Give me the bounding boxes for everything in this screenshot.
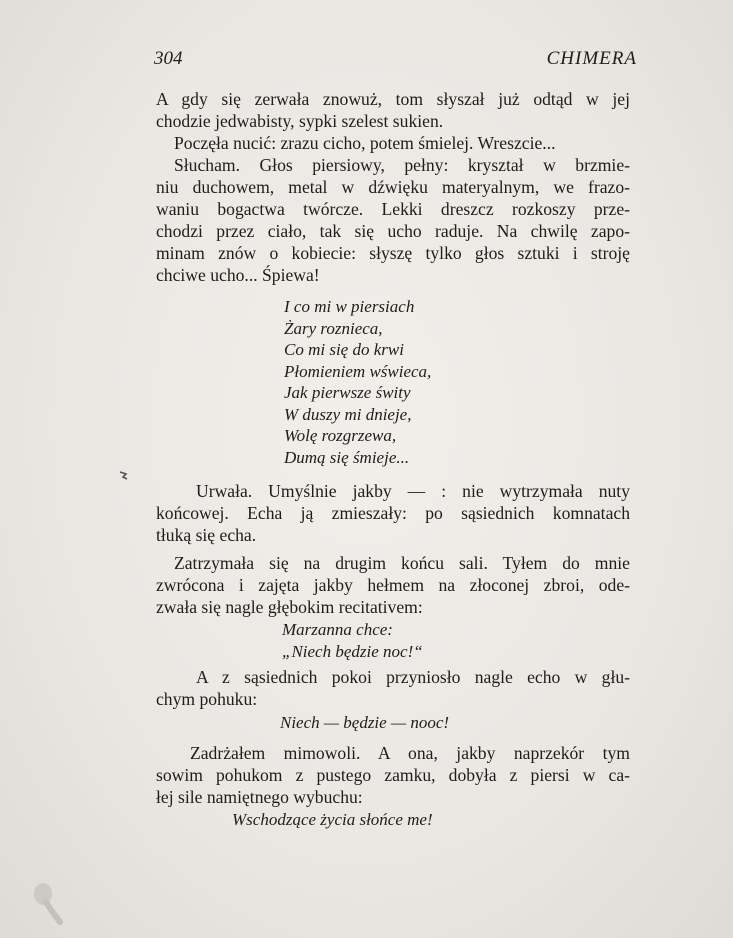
quote-wschodzace: Wschodzące życia słońce me! [232,810,433,829]
text-line: chciwe ucho... Śpiewa! [156,265,320,285]
text-line: Urwała. Umyślnie jakby — : nie wytrzymała nuty [196,481,630,501]
quote-line: Marzanna chce: [282,620,393,639]
text-line: A gdy się zerwała znowuż, tom słyszał już odtąd w jej [156,89,630,109]
text-line: Poczęła nucić: zrazu cicho, potem śmielej. Wreszcie... [174,133,556,153]
text-line: chym pohuku: [156,689,258,709]
quote-niech-bedzie-nooc: Niech — będzie — nooc! [280,713,450,732]
page-number: 304 [154,48,183,69]
text-block-d [156,742,630,808]
text-block-a [156,88,630,286]
text-block-c [156,666,630,710]
quote-marzanna [282,619,423,663]
text-line: tłuką się echa. [156,525,257,545]
paragraph-3 [156,154,630,286]
text-line: A z sąsiednich pokoi przyniosło nagle echo w głu- [196,667,630,687]
text-line: Słucham. Głos piersiowy, pełny: kryształ w brzmie- [174,155,630,175]
text-block-b [156,480,630,618]
text-line: Zadrżałem mimowoli. A ona, jakby naprzekór tym [190,743,630,763]
text-line: końcowej. Echa ją zmieszały: po sąsiednich komnatach [156,503,630,523]
text-line: zwała się nagle głębokim recitativem: [156,597,423,617]
text-line: sowim pohukom z pustego zamku, dobyła z piersi w ca- [156,765,630,785]
ink-mark [118,469,130,481]
verse-line: Wolę rozgrzewa, [284,426,397,445]
text-line: zwrócona i zajęta jakby hełmem na złoconej zbroi, ode- [156,575,630,595]
paragraph-1 [156,88,630,132]
text-line: chodzie jedwabisty, sypki szelest sukien. [156,111,444,131]
running-title: CHIMERA [546,48,637,69]
verse-line: Żary rozniecа, [284,318,383,338]
text-line: chodzi przez ciało, tak się ucho raduje. Na chwilę zapo- [156,221,630,241]
verse-line: W duszy mi dnieje, [284,404,412,424]
page-header [154,48,637,74]
text-line: łej sile namiętnego wybuchu: [156,787,363,807]
text-line: niu duchowem, metal w dźwięku materyalnym, we frazo- [156,177,630,197]
verse-line: Płomieniem wświeca, [284,361,432,381]
paragraph-2 [156,132,630,154]
text-line: Zatrzymała się na drugim końcu sali. Tyłem do mnie [174,553,630,573]
paragraph-urwala [156,480,630,546]
ink-smudge [30,880,64,926]
text-line: minam znów o kobiecie: słyszę tylko głos sztuki i stroję [156,243,630,263]
paragraph-zatrzymala [156,552,630,618]
text-line: waniu bogactwa twórcze. Lekki dreszcz rozkoszy prze- [156,199,630,219]
quote-line: „Niech będzie noc!“ [282,642,423,661]
verse-line: Co mi się do krwi [284,340,404,359]
verse-line: Dumą się śmieje... [284,447,410,467]
verse-line: Jak pierwsze świty [284,383,411,402]
verse-line: I co mi w piersiach [284,297,415,316]
verse-block [284,296,431,468]
